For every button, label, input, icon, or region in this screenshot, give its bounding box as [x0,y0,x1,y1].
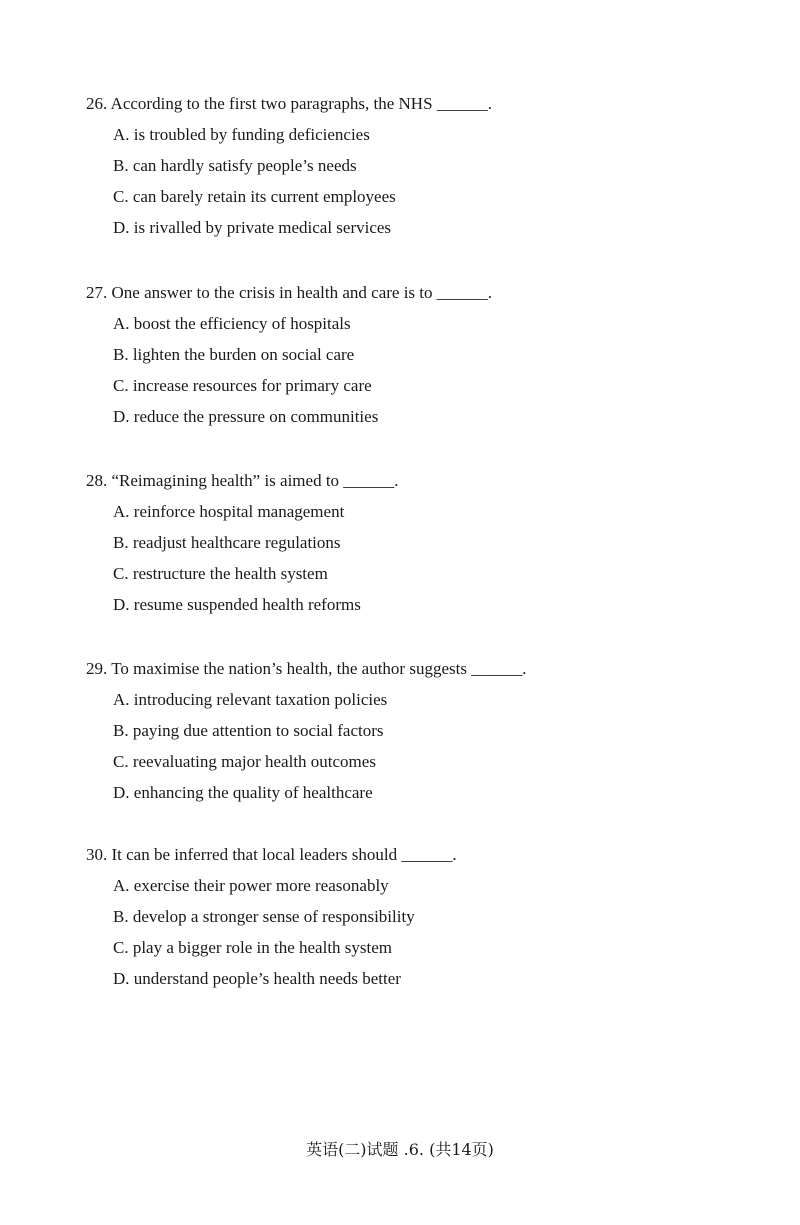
option-d: D. understand people’s health needs better [113,969,401,988]
option-b: B. readjust healthcare regulations [113,533,341,552]
option-d: D. resume suspended health reforms [113,595,361,614]
option-list [86,502,766,615]
question-29 [86,659,766,803]
option-b: B. can hardly satisfy people’s needs [113,156,357,175]
option-d: D. enhancing the quality of healthcare [113,783,373,802]
question-stem: 28. “Reimagining health” is aimed to ______. [86,471,399,490]
option-b: B. lighten the burden on social care [113,345,355,364]
option-list [86,690,766,803]
option-a: A. reinforce hospital management [113,502,345,521]
option-a: A. introducing relevant taxation policies [113,690,388,709]
option-c: C. restructure the health system [113,564,328,583]
option-c: C. play a bigger role in the health system [113,938,393,957]
option-b: B. develop a stronger sense of responsibility [113,907,415,926]
question-stem: 27. One answer to the crisis in health and care is to ______. [86,283,493,302]
option-list [86,314,766,427]
question-28 [86,471,766,615]
option-list [86,876,766,989]
question-stem: 26. According to the first two paragraphs, the NHS ______. [86,94,493,113]
page-footer: 英语(二)试题 .6. (共14页) [306,1140,494,1159]
question-30 [86,845,766,989]
option-d: D. reduce the pressure on communities [113,407,379,426]
question-26 [86,94,766,238]
option-a: A. is troubled by funding deficiencies [113,125,370,144]
option-a: A. exercise their power more reasonably [113,876,389,895]
option-c: C. increase resources for primary care [113,376,372,395]
question-stem: 29. To maximise the nation’s health, the author suggests ______. [86,659,527,678]
option-c: C. can barely retain its current employees [113,187,396,206]
question-27 [86,283,766,427]
option-d: D. is rivalled by private medical services [113,218,392,237]
option-list [86,125,766,238]
option-a: A. boost the efficiency of hospitals [113,314,351,333]
question-stem: 30. It can be inferred that local leaders should ______. [86,845,457,864]
option-b: B. paying due attention to social factors [113,721,384,740]
option-c: C. reevaluating major health outcomes [113,752,376,771]
